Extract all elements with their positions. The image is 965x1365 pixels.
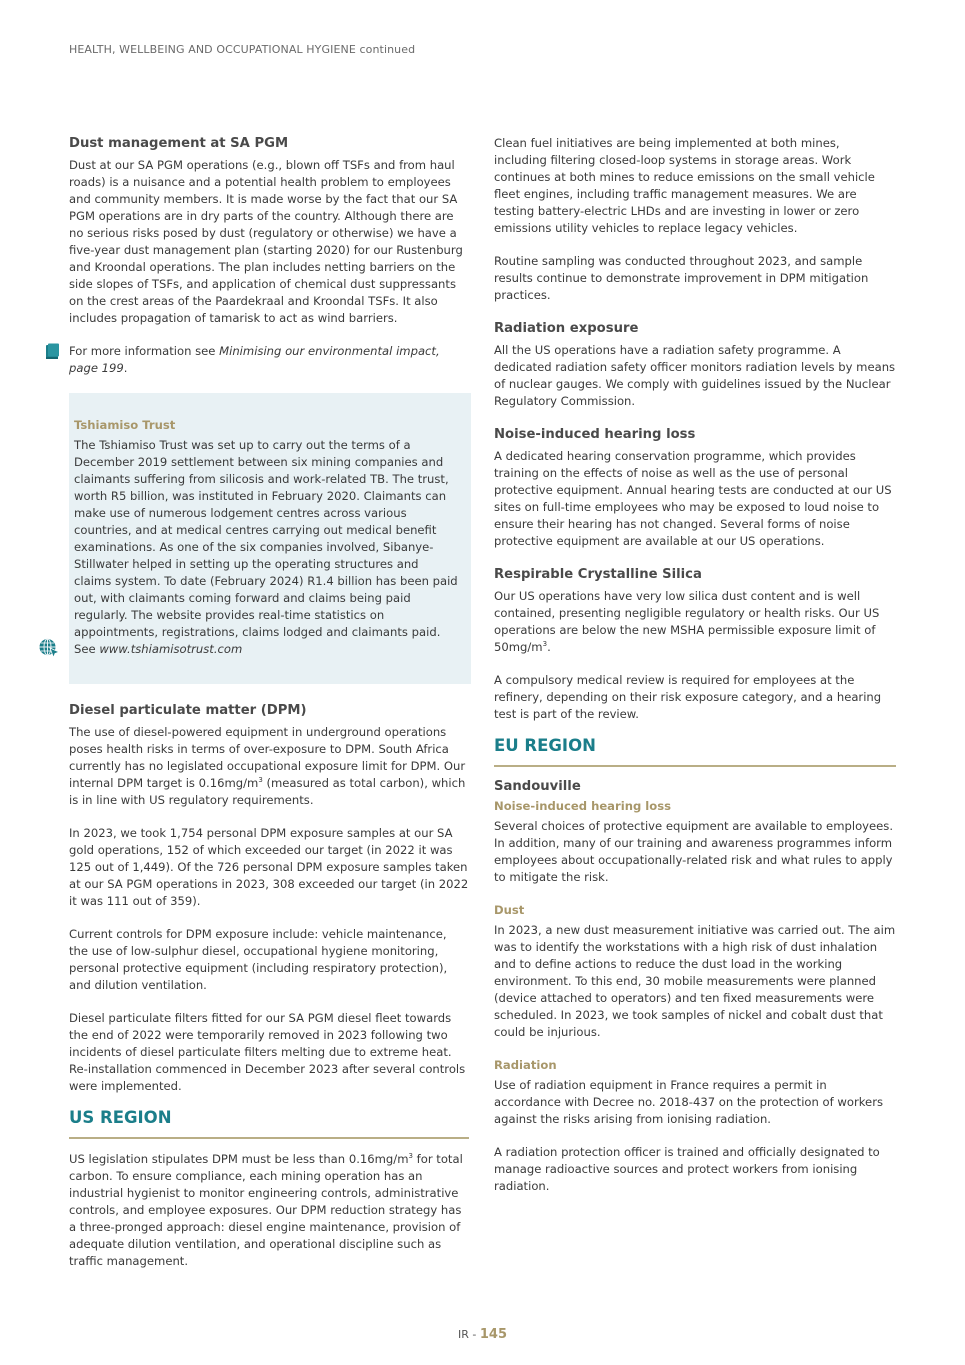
dpm-p3: Current controls for DPM exposure include: vehicle maintenance, the use of low-sulphur diesel, occupational hygiene monitoring, personal protective equipment (including respiratory protection), and dilution ventilation. <box>69 927 448 992</box>
eu-radiation-p1: Use of radiation equipment in France requires a permit in accordance with Decree no. 2018-437 on the protection of workers against the risks arising from ionising radiation. <box>494 1078 883 1126</box>
book-icon <box>45 343 60 360</box>
heading-noise: Noise-induced hearing loss <box>494 427 696 442</box>
cross-reference <box>69 343 469 377</box>
dpm-p1-text: The use of diesel-powered equipment in underground operations poses health risks in terms of over-exposure to DPM. South Africa currently has no legislated occupational exposure limit for DPM. Our internal DPM target is 0.16mg/m <box>69 725 466 790</box>
superscript: 3 <box>408 1152 413 1160</box>
page-footer <box>0 1327 965 1342</box>
silica-p1-text-cont: . <box>547 640 551 654</box>
dpm-p2: In 2023, we took 1,754 personal DPM exposure samples at our SA gold operations, 152 of which exceeded our target (in 2022 it was 125 out of 1,449). Of the 726 personal DPM exposure samples taken at our SA PGM operations in 2023, 308 exceeded our target (in 2022 it was 111 out of 359). <box>69 826 469 908</box>
heading-sandouville: Sandouville <box>494 779 581 794</box>
tshiamiso-url-link[interactable]: www.tshiamisotrust.com <box>99 642 243 656</box>
page-number: 145 <box>479 1327 507 1342</box>
silica-p1-text: Our US operations have very low silica dust content and is well contained, presenting negligible regulatory or health risks. Our US operations are below the new MSHA permissible exposure limit of 50mg/m <box>494 589 880 654</box>
section-eu-region <box>494 735 896 1195</box>
running-head: HEALTH, WELLBEING AND OCCUPATIONAL HYGIENE continued <box>69 43 416 56</box>
heading-eu-dust: Dust <box>494 903 525 917</box>
dpm-p4: Diesel particulate filters fitted for our SA PGM diesel fleet towards the end of 2022 were temporarily removed in 2023 following two incidents of diesel particulate filters melting due to extreme heat. Re-installation commenced in December 2023 after several controls were implemented. <box>69 1011 466 1093</box>
silica-p1 <box>494 588 896 656</box>
tshiamiso-see-line <box>74 641 459 658</box>
section-silica <box>494 566 896 723</box>
us-region-p1-text: US legislation stipulates DPM must be less than 0.16mg/m <box>69 1152 409 1166</box>
ref-suffix: . <box>123 361 128 375</box>
silica-p2: A compulsory medical review is required for employees at the refinery, depending on their risk exposure category, and a hearing test is part of the review. <box>494 673 882 721</box>
us-region-p1-text-cont: for total carbon. To ensure compliance, each mining operation has an industrial hygienist to monitor engineering controls, administrative controls, and employee exposures. Our DPM reduction strategy has a three-pronged approach: diesel engine maintenance, provision of adequate dilution ventilation, and operational discipline such as traffic management. <box>69 1152 463 1268</box>
heading-dust-management: Dust management at SA PGM <box>69 136 289 151</box>
heading-silica: Respirable Crystalline Silica <box>494 567 702 582</box>
see-prefix: See <box>74 642 100 656</box>
routine-sampling-body: Routine sampling was conducted throughout 2023, and sample results continue to demonstrate improvement in DPM mitigation practices. <box>494 254 869 302</box>
radiation-exposure-body: All the US operations have a radiation safety programme. A dedicated radiation safety officer monitors radiation levels by means of nuclear gauges. We comply with guidelines issued by the Nuclear Regulatory Commission. <box>494 343 896 408</box>
eu-dust-body: In 2023, a new dust measurement initiative was carried out. The aim was to identify the workstations with a high risk of dust inhalation and to define actions to reduce the dust load in the working environment. To this end, 30 mobile measurements were planned (device attached to operators) and ten fixed measurements were scheduled. In 2023, we took samples of nickel and cobalt dust that could be injurious. <box>494 923 896 1039</box>
heading-tshiamiso: Tshiamiso Trust <box>74 418 176 432</box>
section-radiation-exposure <box>494 320 896 410</box>
heading-eu-region: EU REGION <box>494 735 896 767</box>
eu-noise-body: Several choices of protective equipment are available to employees. In addition, many of our training and awareness programmes inform employees about occupationally-related risk and what rules to apply to mitigate the risk. <box>494 819 894 884</box>
ref-prefix: For more information see <box>69 344 220 358</box>
globe-cursor-icon <box>38 637 60 659</box>
section-us-region <box>69 1107 469 1270</box>
section-dpm <box>69 702 469 1095</box>
dpm-p1-text-cont: (measured as total carbon), which is in line with US regulatory requirements. <box>69 776 466 807</box>
superscript: 3 <box>258 776 263 784</box>
ref-link[interactable]: Minimising our environmental impact, page 199 <box>69 344 440 375</box>
footer-prefix: IR - <box>458 1328 480 1341</box>
clean-fuel-body: Clean fuel initiatives are being implemented at both mines, including filtering closed-loop systems in storage areas. Work continues at both mines to reduce emissions on the small vehicle fleet engines, including traffic management measures. We are testing battery-electric LHDs and are investing in lower or zero emissions utility vehicles to replace legacy vehicles. <box>494 136 875 235</box>
heading-radiation-exposure: Radiation exposure <box>494 321 639 336</box>
section-noise <box>494 426 896 550</box>
section-dust-sa-pgm <box>69 135 469 377</box>
us-region-p1 <box>69 1151 469 1270</box>
left-column <box>69 135 469 1286</box>
heading-eu-noise: Noise-induced hearing loss <box>494 799 672 813</box>
dpm-p1 <box>69 724 469 809</box>
tshiamiso-body: The Tshiamiso Trust was set up to carry out the terms of a December 2019 settlement between six mining companies and claimants suffering from silicosis and work-related TB. The trust, worth R5 billion, was instituted in February 2020. Claimants can make use of numerous lodgement centres across various countries, and at medical centres carrying out medical benefit examinations. As one of the six companies involved, Sibanye-Stillwater helped in setting up the operating structures and claims system. To date (February 2024) R1.4 billion has been paid out, with claimants coming forward and claims being paid regularly. The website provides real-time statistics on appointments, registrations, claims lodged and claimants paid. <box>74 438 458 639</box>
tshiamiso-trust-box <box>69 393 471 684</box>
right-column <box>494 135 896 1211</box>
heading-dpm: Diesel particulate matter (DPM) <box>69 703 307 718</box>
heading-eu-radiation: Radiation <box>494 1058 557 1072</box>
noise-body: A dedicated hearing conservation programme, which provides training on the effects of noise as well as the use of personal protective equipment. Annual hearing tests are conducted at our US sites on full-time employees who may be exposed to loud noise to ensure their hearing has not changed. Several forms of noise protective equipment are available at our US operations. <box>494 449 892 548</box>
superscript: 3 <box>542 640 548 648</box>
dust-sa-pgm-body: Dust at our SA PGM operations (e.g., blown off TSFs and from haul roads) is a nuisance and a potential health problem to employees and community members. It is made worse by the fact that our SA PGM operations are in dry parts of the country. Although there are no serious risks posed by dust (regulatory or otherwise) we have a five-year dust management plan (starting 2020) for our Rustenburg and Kroondal operations. The plan includes netting barriers on the side slopes of TSFs, and application of chemical dust suppressants on the crest areas of the Paardekraal and Kroondal TSFs. It also includes propagation of tamarisk to act as wind barriers. <box>69 158 463 325</box>
heading-us-region: US REGION <box>69 1107 469 1139</box>
eu-radiation-p2: A radiation protection officer is trained and officially designated to manage radioactive sources and protect workers from ionising radiation. <box>494 1145 880 1193</box>
